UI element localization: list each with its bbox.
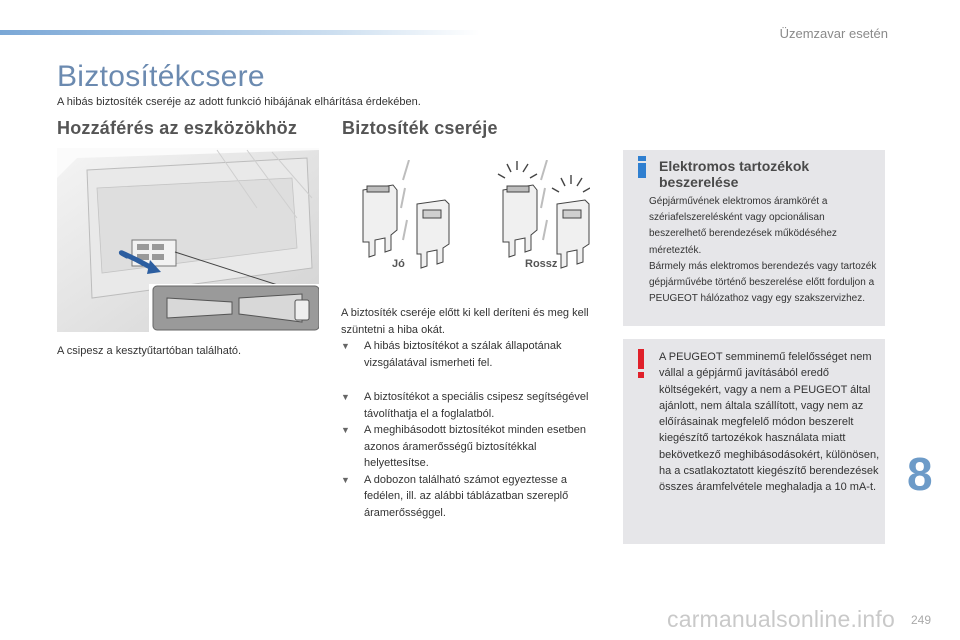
triangle-bullet-icon: ▼ — [341, 474, 350, 485]
page-subtitle: A hibás biztosíték cseréje az adott funkció hibájának elhárítása érdekében. — [57, 96, 421, 108]
section-label: Üzemzavar esetén — [779, 26, 888, 41]
bullet-text: A meghibásodott biztosítékot minden esetben azonos áramerősségű biztosítékkal helyettesítse. — [364, 424, 586, 469]
list-item — [341, 338, 603, 371]
header-accent-bar — [0, 30, 480, 35]
chapter-number: 8 — [907, 448, 933, 500]
warning-text: A PEUGEOT semminemű felelősséget nem vállal a gépjármű javításából eredő költségekért, vagy a nem a PEUGEOT által ajánlott, nem általa szállított, vagy nem az előírásainak megfelelő módon beszerelt kiegészítő tartozékok használata miatt bekövetkező meghibásodásokért, különösen, ha a csatlakoztatott kiegészítő berendezések összes áramfelvétele meghaladja a 10 mA-t. — [659, 351, 880, 494]
page-title: Biztosítékcsere — [57, 60, 265, 93]
info-box — [623, 150, 885, 326]
bullet-text: A dobozon található számot egyeztesse a fedélen, ill. az alábbi táblázatban szereplő áramerősséggel. — [364, 473, 569, 519]
good-fuse-label: Jó — [392, 258, 405, 270]
triangle-bullet-icon: ▼ — [341, 425, 350, 435]
bullet-text: A biztosítékot a speciális csipesz segítségével távolíthatja el a foglalatból. — [364, 391, 589, 420]
access-heading: Hozzáférés az eszközökhöz — [57, 118, 298, 138]
glovebox-illustration — [57, 148, 319, 332]
warning-box — [623, 339, 885, 544]
watermark: carmanualsonline.info — [667, 606, 895, 632]
triangle-bullet-icon: ▼ — [341, 392, 350, 402]
replace-heading: Biztosíték cseréje — [342, 118, 498, 138]
info-text — [649, 194, 881, 307]
exclamation-icon — [636, 349, 646, 379]
replace-intro: A biztosíték cseréje előtt ki kell deríteni és meg kell szüntetni a hiba okát. — [341, 307, 589, 336]
replace-text-block-2 — [341, 389, 603, 521]
bullet-text: A hibás biztosítékot a szálak állapotának vizsgálatával ismerheti fel. — [364, 340, 562, 369]
info-paragraph-1: Gépjárművének elektromos áramkörét a szériafelszerelésként vagy opcionálisan beszerelhető berendezések működéséhez méretezték. — [649, 196, 837, 256]
replace-text-block-1 — [341, 305, 603, 371]
list-item — [341, 422, 603, 472]
access-caption: A csipesz a kesztyűtartóban található. — [57, 345, 242, 357]
info-title: Elektromos tartozékok beszerelése — [659, 158, 810, 190]
list-item — [341, 389, 603, 422]
info-paragraph-2: Bármely más elektromos berendezés vagy tartozék gépjárművébe történő beszerelése előtt forduljon a PEUGEOT hálózathoz vagy egy szakszervizhez. — [649, 260, 877, 305]
info-icon — [636, 156, 648, 178]
page-number: 249 — [911, 613, 932, 627]
triangle-bullet-icon: ▼ — [341, 341, 350, 351]
bad-fuse-label: Rossz — [525, 258, 558, 270]
list-item — [341, 472, 603, 522]
